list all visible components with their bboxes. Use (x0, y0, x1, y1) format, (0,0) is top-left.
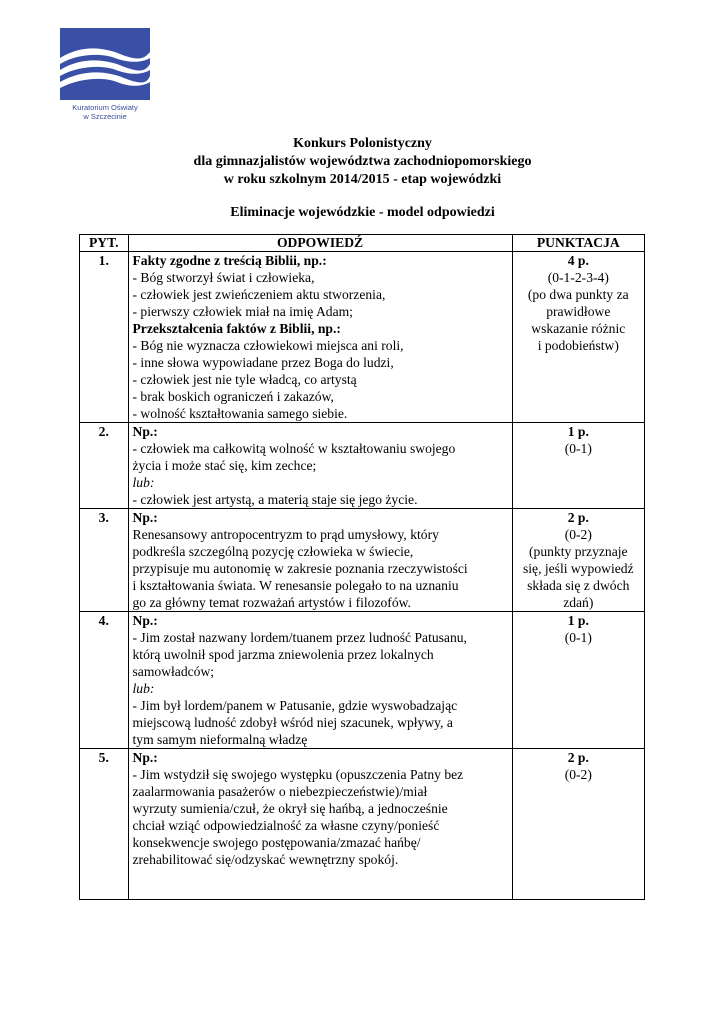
answer-line: przypisuje mu autonomię w zakresie poznania rzeczywistości (132, 561, 468, 576)
header-line-3: w roku szkolnym 2014/2015 - etap wojewódzki (223, 172, 502, 187)
score-cell (512, 252, 644, 423)
score-line: wskazanie różnic (531, 321, 626, 336)
table-header-row (80, 235, 645, 252)
score-line: 2 p. (567, 510, 589, 525)
answer-line: Przekształcenia faktów z Biblii, np.: (132, 321, 341, 336)
answer-line: - inne słowa wypowiadane przez Boga do ludzi, (132, 355, 394, 370)
header-line-2: dla gimnazjalistów województwa zachodniopomorskiego (193, 154, 532, 169)
answer-line: podkreśla szczególną pozycję człowieka w świecie, (132, 544, 414, 559)
question-number: 3. (80, 509, 129, 612)
score-line: (punkty przyznaje (529, 544, 628, 559)
document-header (0, 135, 725, 189)
answer-line: którą uwolnił spod jarzma zniewolenia przez lokalnych (132, 647, 434, 662)
table-row (80, 749, 645, 900)
answer-line: - Bóg stworzył świat i człowieka, (132, 270, 315, 285)
answer-line: miejscową ludność zdobył wśród niej szacunek, wpływy, a (132, 715, 453, 730)
answer-cell (128, 749, 512, 900)
answer-cell (128, 612, 512, 749)
score-line: się, jeśli wypowiedź (522, 561, 634, 576)
score-cell (512, 509, 644, 612)
score-line: (0-1) (564, 441, 592, 456)
answer-line: - człowiek jest zwieńczeniem aktu stworzenia, (132, 287, 386, 302)
answer-line: tym samym nieformalną władzę (132, 732, 308, 747)
question-number: 2. (80, 423, 129, 509)
answer-line: konsekwencje swojego postępowania/zmazać hańbę/ (132, 835, 421, 850)
table-row (80, 423, 645, 509)
score-line: (0-2) (564, 527, 592, 542)
score-cell (512, 612, 644, 749)
answer-line: - człowiek jest artystą, a materią staje się jego życie. (132, 492, 418, 507)
kuratorium-logo (60, 28, 150, 121)
answer-line: chciał wziąć odpowiedzialność za własne czyny/ponieść (132, 818, 440, 833)
answer-line: - pierwszy człowiek miał na imię Adam; (132, 304, 353, 319)
score-line: prawidłowe (546, 304, 611, 319)
answer-line: - Jim został nazwany lordem/tuanem przez ludność Patusanu, (132, 630, 467, 645)
answer-line: lub: (132, 475, 155, 490)
wave-logo-icon (60, 28, 150, 100)
answer-cell (128, 252, 512, 423)
answer-line: zrehabilitować się/odzyskać wewnętrzny spokój. (132, 852, 399, 867)
logo-line-1: Kuratorium Oświaty (72, 103, 138, 112)
header-pyt: PYT. (80, 235, 129, 252)
header-punktacja: PUNKTACJA (512, 235, 644, 252)
answer-line: go za główny temat rozważań artystów i filozofów. (132, 595, 411, 610)
answer-line: wyrzuty sumienia/czuł, że okrył się hańbą, a jednocześnie (132, 801, 448, 816)
score-line: (0-2) (564, 767, 592, 782)
answer-line: - Jim był lordem/panem w Patusanie, gdzie wyswobadzając (132, 698, 458, 713)
answer-line: Np.: (132, 510, 158, 525)
question-number: 1. (80, 252, 129, 423)
answer-line: Np.: (132, 750, 158, 765)
header-odpowiedz: ODPOWIEDŹ (128, 235, 512, 252)
answer-line: i kształtowania świata. W renesansie polegało to na uznaniu (132, 578, 459, 593)
answer-line: Np.: (132, 613, 158, 628)
question-number: 5. (80, 749, 129, 900)
answer-line: - brak boskich ograniczeń i zakazów, (132, 389, 334, 404)
table-row (80, 509, 645, 612)
answer-cell (128, 509, 512, 612)
answer-line: - Bóg nie wyznacza człowiekowi miejsca ani roli, (132, 338, 404, 353)
answer-line: - człowiek jest nie tyle władcą, co artystą (132, 372, 357, 387)
answer-line: życia i może stać się, kim zechce; (132, 458, 317, 473)
score-line: składa się z dwóch (527, 578, 630, 593)
table-row (80, 252, 645, 423)
answer-table (79, 234, 645, 900)
answer-line: lub: (132, 681, 155, 696)
question-number: 4. (80, 612, 129, 749)
answer-line: - Jim wstydził się swojego występku (opuszczenia Patny bez (132, 767, 464, 782)
logo-line-2: w Szczecinie (83, 112, 127, 121)
score-line: 1 p. (567, 424, 589, 439)
score-line: 2 p. (567, 750, 589, 765)
score-line: zdań) (563, 595, 594, 610)
table-row (80, 612, 645, 749)
score-line: (0-1) (564, 630, 592, 645)
score-line: 4 p. (567, 253, 589, 268)
answer-line: zaalarmowania pasażerów o niebezpieczeństwie)/miał (132, 784, 428, 799)
score-cell (512, 749, 644, 900)
score-line: 1 p. (567, 613, 589, 628)
answer-line: Np.: (132, 424, 158, 439)
score-line: (0-1-2-3-4) (547, 270, 609, 285)
answer-line: Renesansowy antropocentryzm to prąd umysłowy, który (132, 527, 439, 542)
answer-cell (128, 423, 512, 509)
score-cell (512, 423, 644, 509)
score-line: (po dwa punkty za (527, 287, 629, 302)
document-subtitle: Eliminacje wojewódzkie - model odpowiedzi (230, 205, 495, 220)
score-line: i podobieństw) (537, 338, 619, 353)
answer-line: samowładców; (132, 664, 215, 679)
answer-line: - człowiek ma całkowitą wolność w kształtowaniu swojego (132, 441, 456, 456)
header-line-1: Konkurs Polonistyczny (293, 136, 432, 151)
answer-line: - wolność kształtowania samego siebie. (132, 406, 348, 421)
answer-line: Fakty zgodne z treścią Biblii, np.: (132, 253, 327, 268)
